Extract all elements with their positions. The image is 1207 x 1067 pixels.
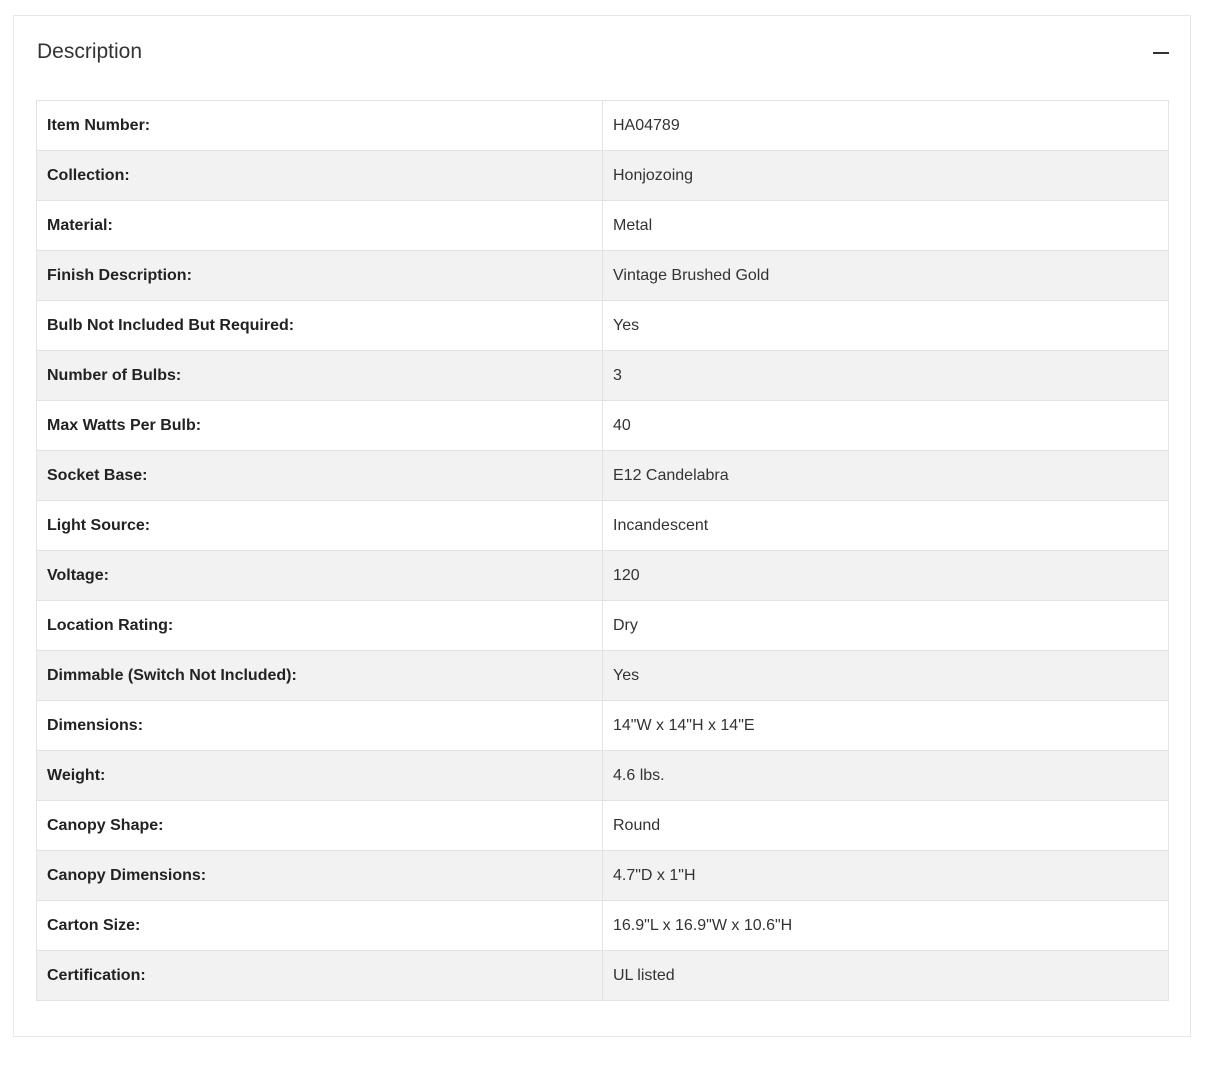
- spec-value: Dry: [603, 601, 1169, 651]
- spec-label: Bulb Not Included But Required:: [37, 301, 603, 351]
- table-row: [37, 101, 1169, 151]
- table-row: [37, 201, 1169, 251]
- spec-value: 3: [603, 351, 1169, 401]
- spec-label: Location Rating:: [37, 601, 603, 651]
- spec-label: Weight:: [37, 751, 603, 801]
- table-row: [37, 301, 1169, 351]
- table-row: [37, 351, 1169, 401]
- spec-value: Incandescent: [603, 501, 1169, 551]
- description-panel-header[interactable]: [14, 16, 1190, 88]
- spec-value: Yes: [603, 651, 1169, 701]
- spec-label: Material:: [37, 201, 603, 251]
- spec-label: Max Watts Per Bulb:: [37, 401, 603, 451]
- spec-value: 14"W x 14"H x 14"E: [603, 701, 1169, 751]
- spec-value: HA04789: [603, 101, 1169, 151]
- spec-value: 120: [603, 551, 1169, 601]
- spec-label: Dimmable (Switch Not Included):: [37, 651, 603, 701]
- table-row: [37, 601, 1169, 651]
- spec-value: Yes: [603, 301, 1169, 351]
- spec-value: Round: [603, 801, 1169, 851]
- spec-label: Light Source:: [37, 501, 603, 551]
- spec-label: Certification:: [37, 951, 603, 1001]
- description-panel: [13, 15, 1191, 1037]
- table-row: [37, 251, 1169, 301]
- spec-value: Honjozoing: [603, 151, 1169, 201]
- section-title: Description: [37, 40, 143, 63]
- table-row: [37, 801, 1169, 851]
- spec-label: Finish Description:: [37, 251, 603, 301]
- spec-value: UL listed: [603, 951, 1169, 1001]
- spec-value: Metal: [603, 201, 1169, 251]
- table-row: [37, 401, 1169, 451]
- spec-value: 16.9"L x 16.9"W x 10.6"H: [603, 901, 1169, 951]
- spec-label: Socket Base:: [37, 451, 603, 501]
- table-row: [37, 501, 1169, 551]
- table-row: [37, 851, 1169, 901]
- spec-table: [36, 100, 1169, 1001]
- spec-label: Canopy Shape:: [37, 801, 603, 851]
- spec-value: 40: [603, 401, 1169, 451]
- table-row: [37, 551, 1169, 601]
- spec-value: 4.6 lbs.: [603, 751, 1169, 801]
- spec-label: Collection:: [37, 151, 603, 201]
- table-row: [37, 751, 1169, 801]
- spec-label: Carton Size:: [37, 901, 603, 951]
- table-row: [37, 151, 1169, 201]
- spec-value: Vintage Brushed Gold: [603, 251, 1169, 301]
- spec-label: Item Number:: [37, 101, 603, 151]
- table-row: [37, 901, 1169, 951]
- spec-label: Number of Bulbs:: [37, 351, 603, 401]
- spec-label: Voltage:: [37, 551, 603, 601]
- table-row: [37, 951, 1169, 1001]
- minus-icon: [1153, 52, 1169, 54]
- spec-value: 4.7"D x 1"H: [603, 851, 1169, 901]
- spec-label: Dimensions:: [37, 701, 603, 751]
- table-row: [37, 451, 1169, 501]
- table-row: [37, 701, 1169, 751]
- collapse-button[interactable]: [1150, 42, 1174, 66]
- table-row: [37, 651, 1169, 701]
- spec-label: Canopy Dimensions:: [37, 851, 603, 901]
- spec-value: E12 Candelabra: [603, 451, 1169, 501]
